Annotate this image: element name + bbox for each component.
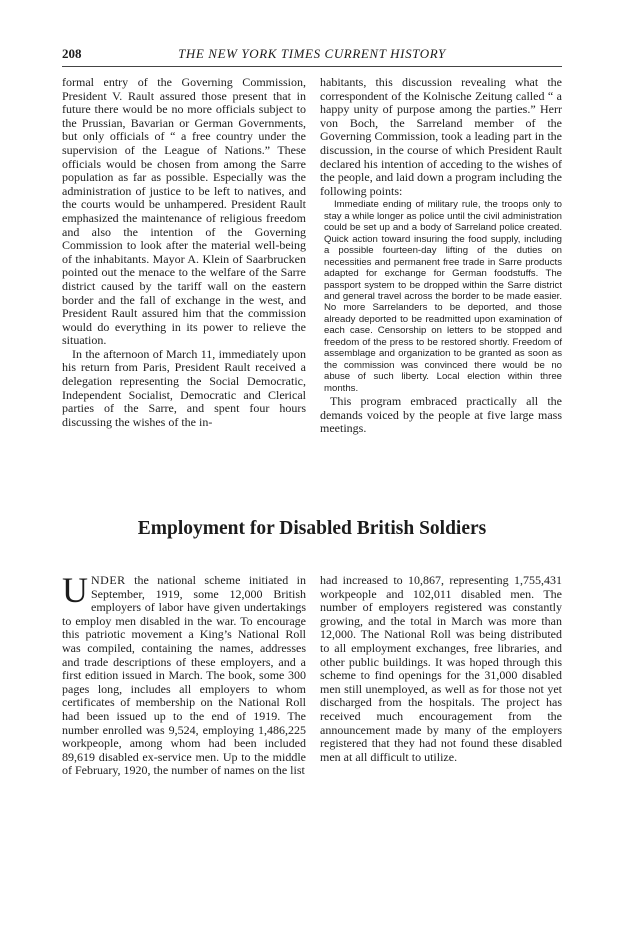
article-text-left: the national scheme initiated in September, 1919, some 12,000 British employers of labor have given undertakings to employ men disabled in the war. To encourage this patriotic movement a King’s National Roll was compiled, containing the names, addresses and trade descriptions of these employers, and a first edition issued in March. The book, some 300 pages long, includes all employers to whom certificates of membership on the National Roll had been issued up to the end of 1919. The number enrolled was 9,524, employing 1,486,225 workpeople, among whom had been included 89,619 disabled ex-service men. Up to the middle of February, 1920, the number of names on the list: [62, 573, 306, 778]
article-column-right: [320, 574, 562, 764]
program-points: Immediate ending of military rule, the troops only to stay a while longer as police until the civil administration could be set up and a body of Sarreland police created. Quick action toward insuring the food supply, including a possible fourteen-day lifting of the duties on necessities and permanent free trade in Sarre products adapted for exchange for German foodstuffs. The passport system to be dropped within the Sarre district and general travel across the border to be made easier. No more Sarrelanders to be deported, and those already deported to be readmitted upon examination of each case. Censorship on letters to be stopped and freedom of the press to be restored shortly. Freedom of assemblage and organization to be granted as soon as the commission was convinced there would be no abuse of such liberty. Local election within three months.: [324, 199, 562, 394]
saar-paragraph-4: This program embraced practically all the demands voiced by the people at five large mass meetings.: [320, 394, 562, 436]
page-header: [62, 46, 562, 66]
header-rule: [62, 66, 562, 67]
saar-paragraph-2: In the afternoon of March 11, immediately upon his return from Paris, President Rault received a delegation representing the Social Democratic, Independent Socialist, Democratic and Clerical parties of the Sarre, and spent four hours discussing the wishes of the in-: [62, 346, 306, 429]
saar-column-left: [62, 76, 306, 429]
article-title: Employment for Disabled British Soldiers: [137, 518, 487, 539]
lead-word: NDER: [91, 573, 126, 587]
page-number: 208: [62, 46, 82, 61]
article-paragraph-1: [62, 570, 306, 778]
drop-cap: U: [62, 570, 88, 610]
saar-paragraph-1: formal entry of the Governing Commission, President V. Rault assured those present that in future there would be no more officials subject to the Prussian, Bavarian or German Governments, but only officials of “ a free country under the supervision of the League of Nations.” These officials would be chosen from among the Sarre population as far as possible. Especially was the administration of justice to be left to natives, and the courts would be unhampered. President Rault emphasized the maintenance of religious freedom and also the intention of the Governing Commission to look after the material well-being of the inhabitants. Mayor A. Klein of Saarbrucken pointed out the menace to the welfare of the Sarre district caused by the tariff wall on the eastern border and the fall of exchange in the west, and President Rault assured him that the commission would do everything in its power to relieve the situation.: [62, 75, 306, 348]
saar-column-right: [320, 76, 562, 436]
article-column-left: [62, 570, 306, 778]
saar-paragraph-3: habitants, this discussion revealing what the correspondent of the Kolnische Zeitung called “ a happy unity of purpose among the parties.” Herr von Boch, the Sarreland member of the Governing Commission, took a leading part in the discussion, in the course of which President Rault declared his intention of acceding to the wishes of the people, and laid down a program including the following points:: [320, 75, 562, 198]
running-title: THE NEW YORK TIMES CURRENT HISTORY: [178, 46, 446, 61]
article-paragraph-2: had increased to 10,867, representing 1,755,431 workpeople and 102,011 disabled men. The number of employers registered was constantly growing, and the total in March was more than 12,000. The National Roll was being distributed to all employment exchanges, free libraries, and other public buildings. It was hoped through this scheme to find openings for the 31,000 disabled men still unemployed, as well as for those not yet discharged from the hospitals. The project has received much encouragement from the announcement made by many of the employers registered that they had not found these disabled men at all difficult to utilize.: [320, 573, 562, 764]
